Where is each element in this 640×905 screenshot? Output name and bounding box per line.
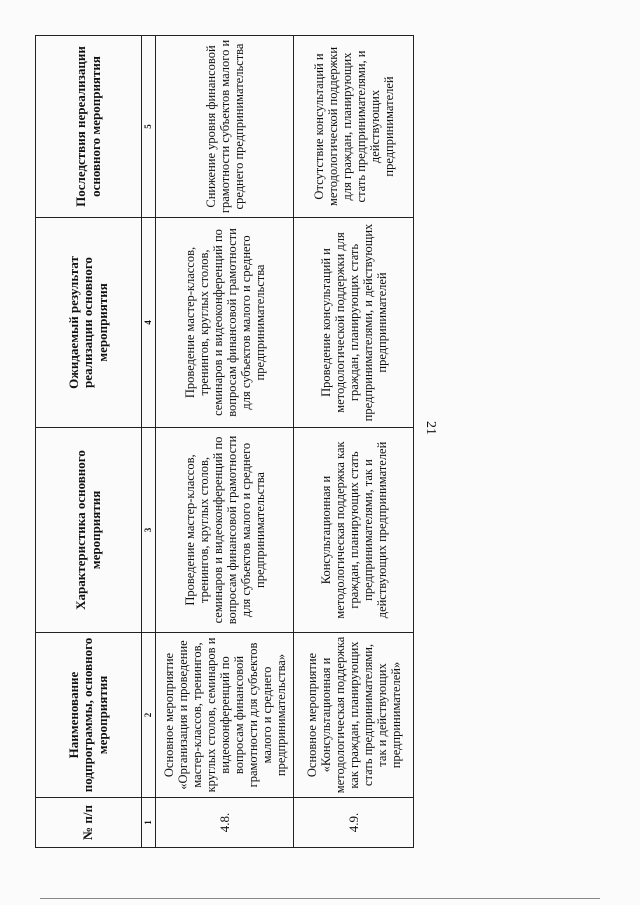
header-characteristic: Характеристика основного мероприятия (36, 428, 142, 633)
header-expected-result: Ожидаемый результат реализации основного мероприятия (36, 218, 142, 428)
page-number: 21 (423, 421, 438, 435)
header-number: № п/п (36, 798, 142, 848)
row-expected-result: Проведение консультаций и методологической поддержки для граждан, планирующих стать предпринимателями, и действующих предпринимателей (294, 218, 414, 428)
header-name: Наименование подпрограммы, основного мероприятия (36, 633, 142, 798)
table-row (294, 36, 414, 848)
column-number: 5 (142, 36, 156, 218)
row-expected-result: Проведение мастер-классов, тренингов, круглых столов, семинаров и видеоконференций по вопросам финансовой грамотности для субъектов малого и среднего предпринимательства (156, 218, 294, 428)
column-number: 2 (142, 633, 156, 798)
row-name: Основное мероприятие «Организация и проведение мастер-классов, тренингов, круглых столов, семинаров и видеоконференций по вопросам финансовой грамотности для субъектов малого и среднего предпринимательства» (156, 633, 294, 798)
row-consequences: Отсутствие консультаций и методологической поддержки для граждан, планирующих стать предпринимателями, и действующих предпринимателей (294, 36, 414, 218)
header-consequences: Последствия нереализации основного мероприятия (36, 36, 142, 218)
program-measures-table (35, 35, 414, 848)
column-number: 1 (142, 798, 156, 848)
row-number: 4.9. (294, 798, 414, 848)
rotated-table-container (35, 36, 413, 848)
column-number-row (142, 36, 156, 848)
row-characteristic: Проведение мастер-классов, тренингов, круглых столов, семинаров и видеоконференций по вопросам финансовой грамотности для субъектов малого и среднего предпринимательства (156, 428, 294, 633)
row-characteristic: Консультационная и методологическая поддержка как граждан, планирующих стать предпринимателями, так и действующих предпринимателей (294, 428, 414, 633)
row-name: Основное мероприятие «Консультационная и методологическая поддержка как граждан, планирующих стать предпринимателями, так и действующих предпринимателей» (294, 633, 414, 798)
table-row (156, 36, 294, 848)
row-consequences: Снижение уровня финансовой грамотности субъектов малого и среднего предпринимательства (156, 36, 294, 218)
table-header-row (36, 36, 142, 848)
scan-edge-line (40, 898, 600, 899)
column-number: 3 (142, 428, 156, 633)
column-number: 4 (142, 218, 156, 428)
row-number: 4.8. (156, 798, 294, 848)
